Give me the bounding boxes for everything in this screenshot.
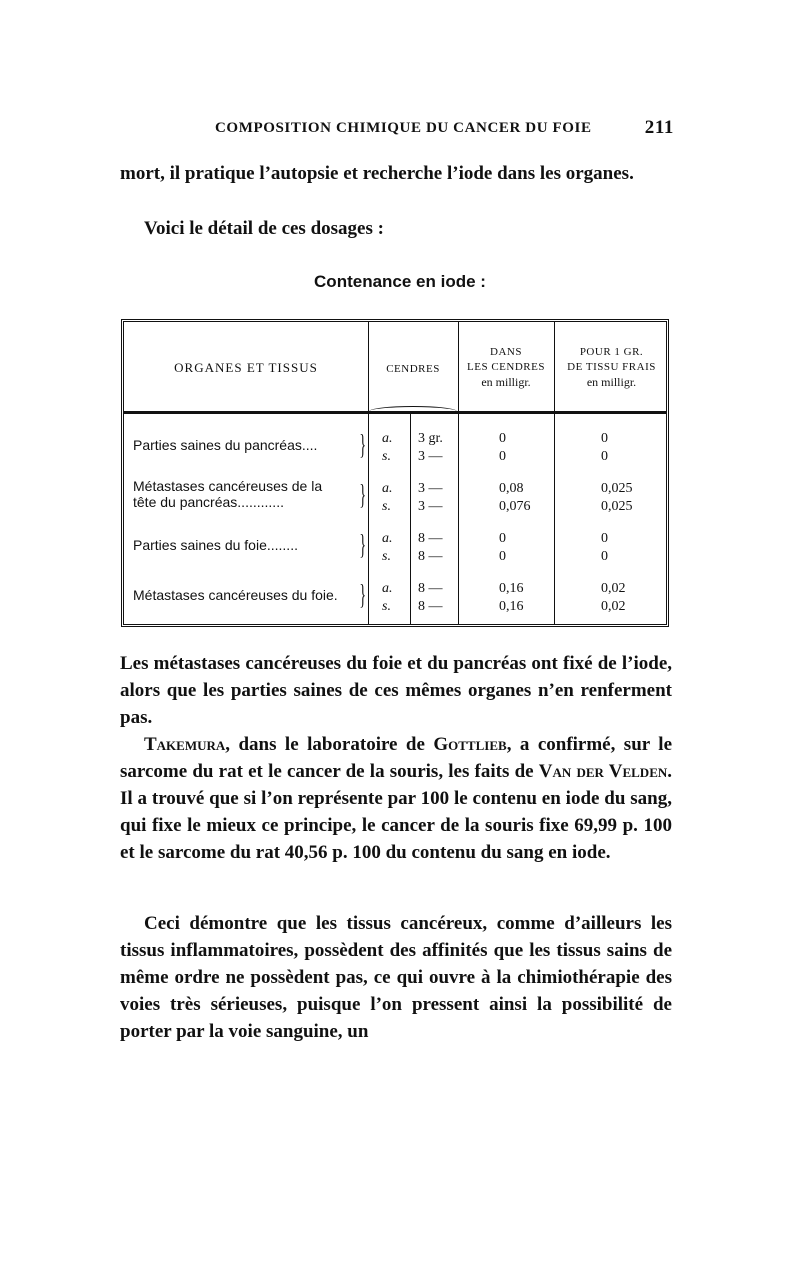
cendres-a: 8 — bbox=[418, 581, 443, 596]
header-dans-line3: en milligr. bbox=[481, 375, 531, 389]
pour-s: 0 bbox=[601, 549, 608, 564]
sample-a: a. bbox=[382, 531, 393, 546]
dans-a: 0 bbox=[499, 431, 506, 446]
organ-label-line2: tête du pancréas............ bbox=[133, 494, 284, 510]
organ-label: Parties saines du foie........ bbox=[133, 537, 298, 553]
author-gottlieb: Gottlieb bbox=[433, 734, 507, 755]
header-dans-line1: DANS bbox=[490, 346, 522, 358]
paragraph-ceci: Ceci démontre que les tissus cancéreux, comme d’ailleurs les tissus inflammatoires, possèdent des affinités que les tissus sains de même ordre ne possèdent pas, ce qui ouvre à la chimiothérapie des voies très sérieuses, puisque l’on pressent ainsi la possibilité de porter par la voie sanguine, un bbox=[120, 913, 672, 1042]
dans-s: 0 bbox=[499, 449, 506, 464]
sample-s: s. bbox=[382, 499, 391, 514]
header-dans-line2: LES CENDRES bbox=[467, 361, 545, 373]
brace-glyph: } bbox=[359, 430, 367, 461]
cendres-s: 3 — bbox=[418, 499, 443, 514]
header-pour-line2: DE TISSU FRAIS bbox=[567, 361, 656, 373]
dans-a: 0,16 bbox=[499, 581, 524, 596]
dans-s: 0 bbox=[499, 549, 506, 564]
table-row bbox=[124, 428, 666, 468]
author-takemura: Takemura bbox=[144, 734, 226, 755]
cendres-a: 3 — bbox=[418, 481, 443, 496]
page-number: 211 bbox=[644, 117, 674, 138]
takemura-text-1: , dans le laboratoire de bbox=[225, 734, 434, 755]
paragraph-takemura bbox=[120, 731, 672, 866]
takemura-text-3: . Il a trouvé que si l’on représente par 100 le contenu en iode du sang, qui fixe le mieux ce principe, le cancer de la souris fixe 69,99 p. 100 et le sarcome du rat 40,56 p. 100 du contenu du sang en iode. bbox=[120, 761, 672, 863]
author-van-der-velden: Van der Velden bbox=[538, 761, 668, 782]
organ-label bbox=[133, 478, 361, 510]
cendres-a: 8 — bbox=[418, 531, 443, 546]
takemura-text-2: , a confirmé, sur le sarcome du rat et le cancer de la souris, les faits de bbox=[120, 734, 672, 782]
cendres-s: 8 — bbox=[418, 549, 443, 564]
running-head-title: COMPOSITION CHIMIQUE DU CANCER DU FOIE bbox=[215, 120, 592, 136]
table-caption: Contenance en iode : bbox=[314, 272, 486, 291]
sample-s: s. bbox=[382, 599, 391, 614]
pour-s: 0 bbox=[601, 449, 608, 464]
dans-s: 0,076 bbox=[499, 499, 531, 514]
dans-a: 0 bbox=[499, 531, 506, 546]
cendres-s: 3 — bbox=[418, 449, 443, 464]
paragraph-metastases: Les métastases cancéreuses du foie et du pancréas ont fixé de l’iode, alors que les parties saines de ces mêmes organes n’en renferment pas. bbox=[120, 653, 672, 728]
paragraph-autopsie: mort, il pratique l’autopsie et recherche l’iode dans les organes. bbox=[120, 163, 634, 184]
sample-a: a. bbox=[382, 481, 393, 496]
dans-s: 0,16 bbox=[499, 599, 524, 614]
sample-s: s. bbox=[382, 549, 391, 564]
pour-a: 0 bbox=[601, 531, 608, 546]
header-pour-line3: en milligr. bbox=[586, 375, 637, 389]
header-organes: ORGANES ET TISSUS bbox=[174, 360, 318, 375]
pour-s: 0,025 bbox=[601, 499, 633, 514]
sample-a: a. bbox=[382, 431, 393, 446]
pour-a: 0,025 bbox=[601, 481, 633, 496]
header-pour-line1: POUR 1 GR. bbox=[579, 346, 644, 358]
header-cendres: CENDRES bbox=[386, 363, 440, 375]
pour-a: 0 bbox=[601, 431, 608, 446]
organ-label: Métastases cancéreuses du foie. bbox=[133, 587, 338, 603]
cendres-s: 8 — bbox=[418, 599, 443, 614]
paragraph-detail: Voici le détail de ces dosages : bbox=[144, 218, 384, 239]
table-row bbox=[124, 528, 666, 568]
cendres-a: 3 gr. bbox=[418, 431, 443, 446]
pour-s: 0,02 bbox=[601, 599, 626, 614]
sample-a: a. bbox=[382, 581, 393, 596]
dans-a: 0,08 bbox=[499, 481, 524, 496]
brace-glyph: } bbox=[359, 580, 367, 611]
header-brace bbox=[369, 406, 457, 417]
iode-table bbox=[121, 319, 669, 627]
table-row bbox=[124, 578, 666, 618]
organ-label: Parties saines du pancréas.... bbox=[133, 437, 318, 453]
brace-glyph: } bbox=[359, 530, 367, 561]
pour-a: 0,02 bbox=[601, 581, 626, 596]
brace-glyph: } bbox=[359, 480, 367, 511]
header-pour-gramme bbox=[554, 345, 669, 390]
sample-s: s. bbox=[382, 449, 391, 464]
table-row bbox=[124, 478, 666, 518]
organ-label-line1: Métastases cancéreuses de la bbox=[133, 478, 323, 494]
header-dans-cendres bbox=[458, 345, 554, 390]
